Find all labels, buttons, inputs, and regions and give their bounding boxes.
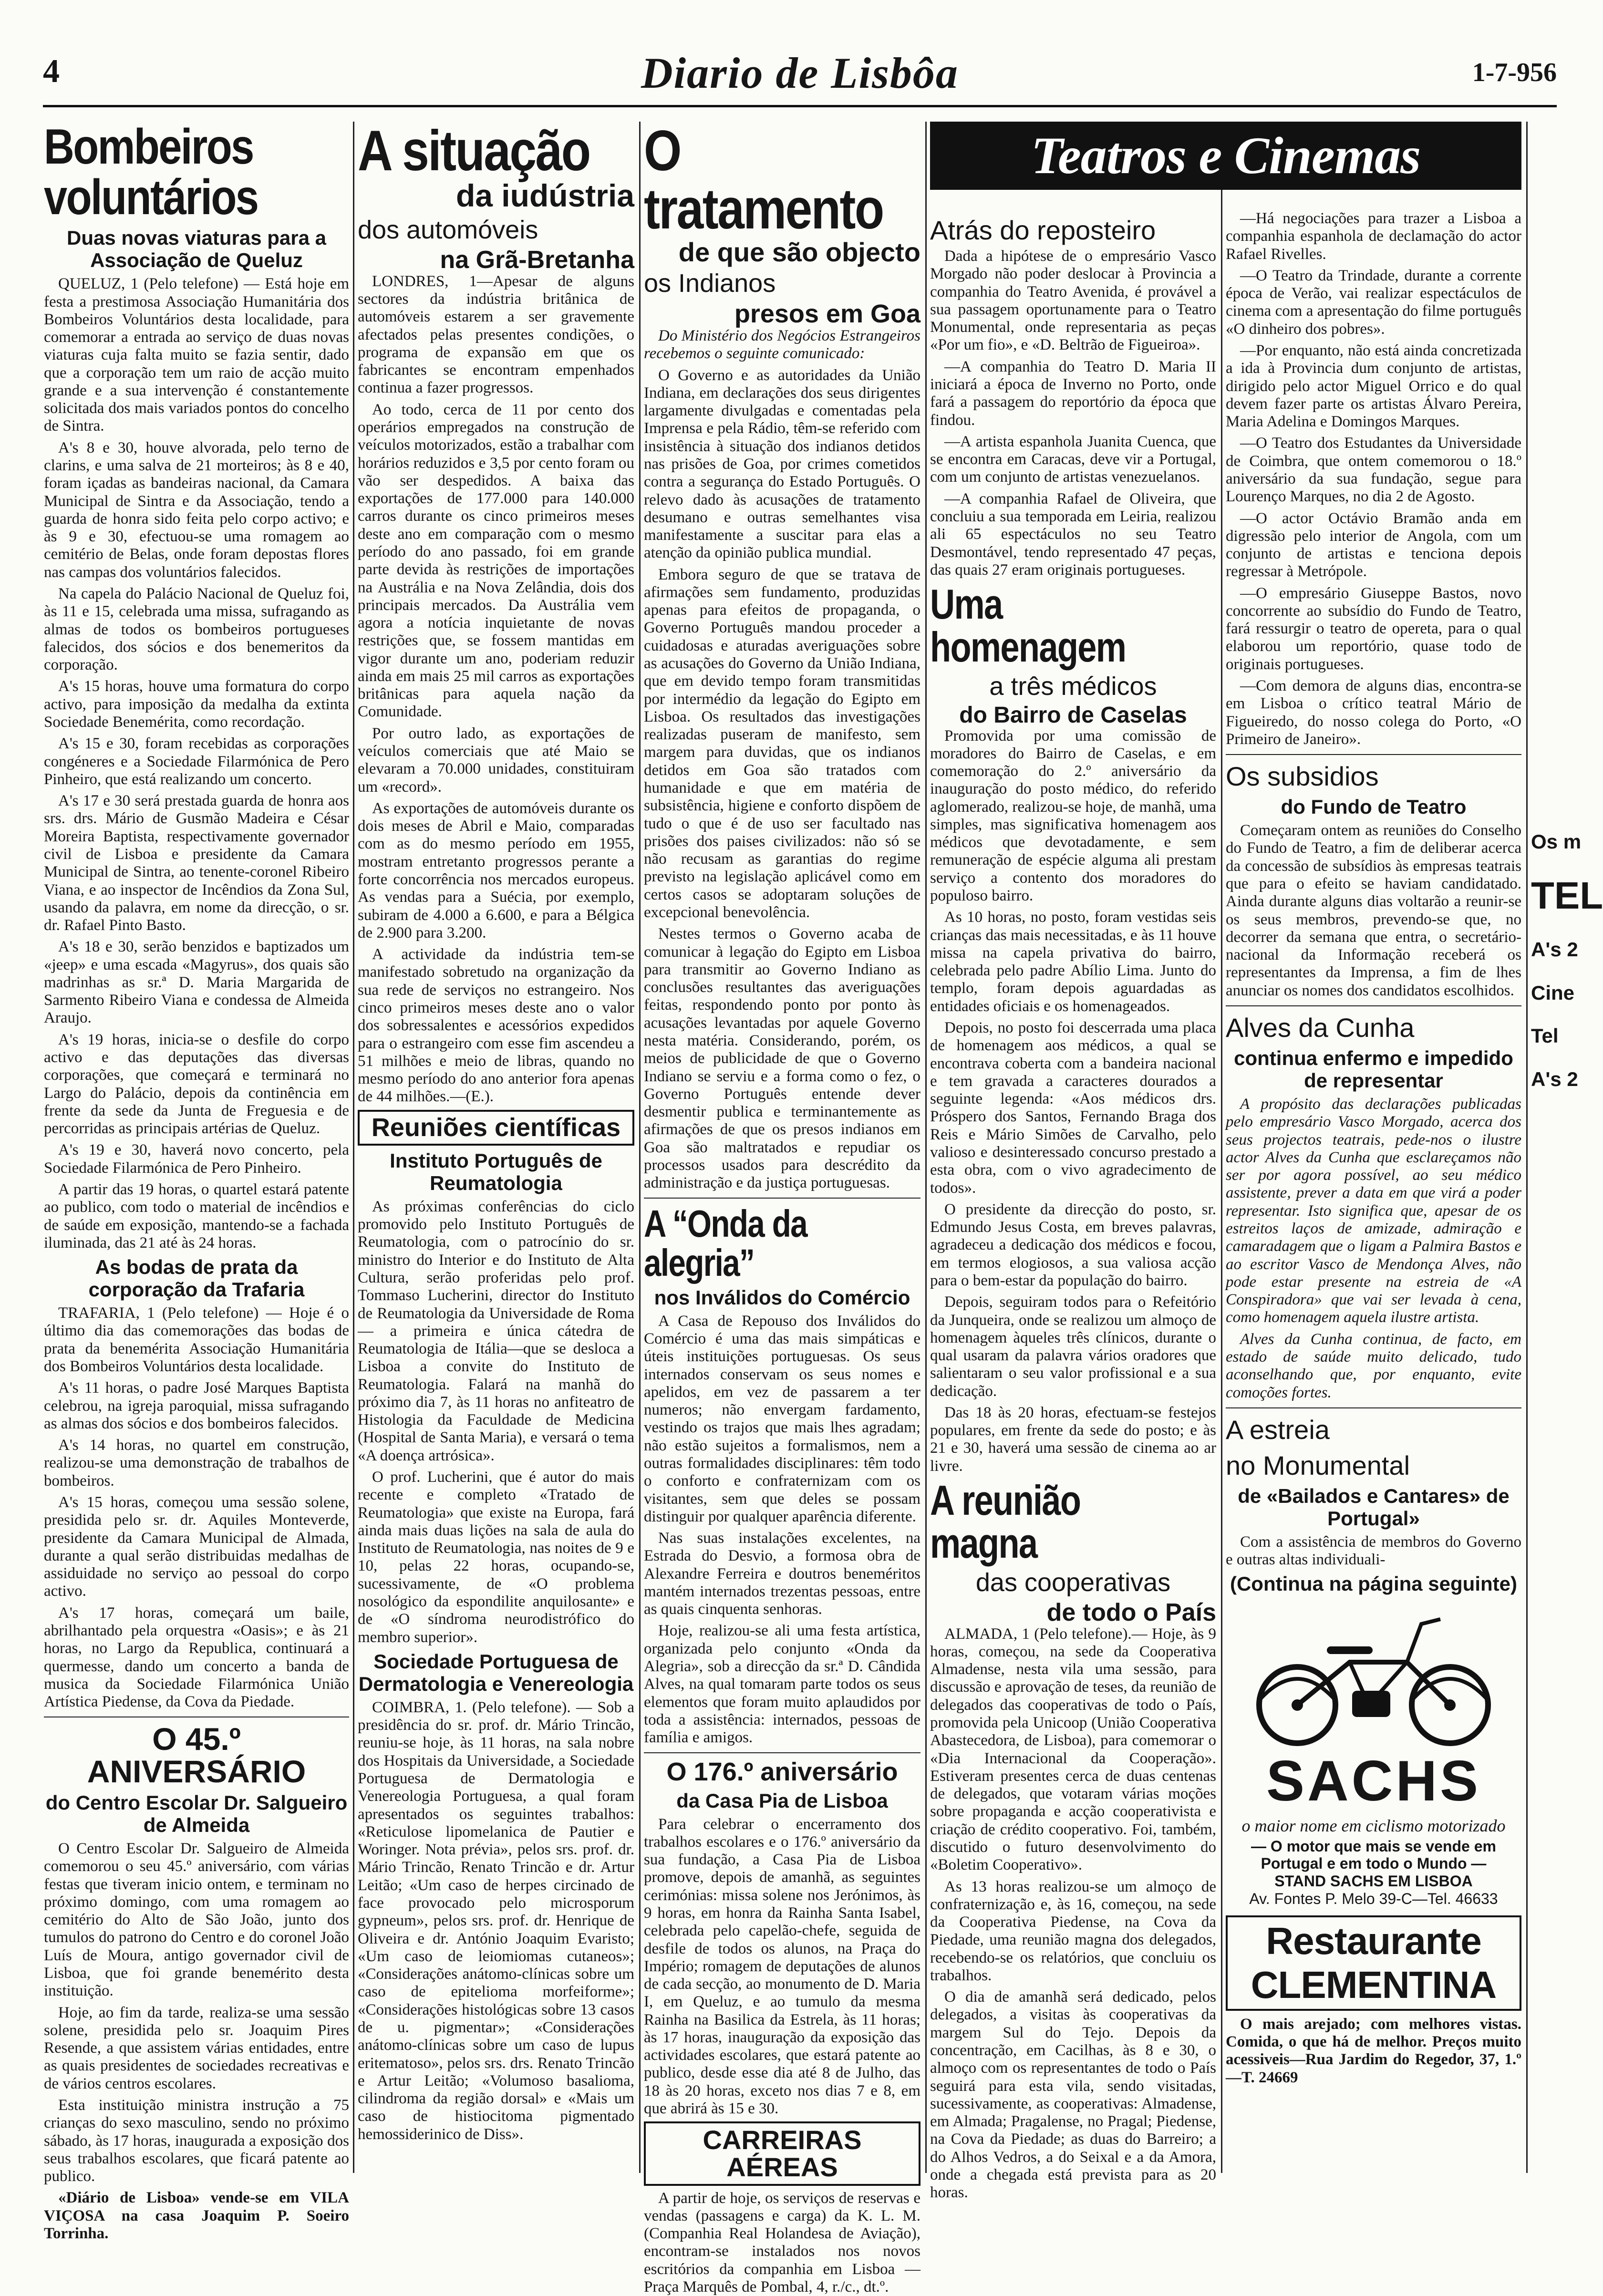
article-paragraph: As 10 horas, no posto, foram vestidas seis crianças das mais necessitadas, e às 11 houve missa na capela privativa do bairro, celebrada pelo padre Abílio Lima. Junto do templo, foram depois aguardadas as entidades oficiais e os homenageados. [930,909,1216,1015]
article-paragraph: —O actor Octávio Bramão anda em digressão pelo interior de Angola, com um conjunto de artistas e tenciona depois regressar à Metrópole. [1226,509,1521,580]
headline-alves-cunha: Alves da Cunha [1226,1013,1415,1043]
article-paragraph: Dada a hipótese de o empresário Vasco Morgado não poder deslocar à Provincia a companhia do Teatro Avenida, é provável a sua passagem oportunamente para o Teatro Monumental, onde representaria as peças «Por um fio», e «D. Beltrão de Figueiroa». [930,248,1216,354]
teatros-cinemas-banner: Teatros e Cinemas [930,122,1521,190]
headline-onda-alegria: A “Onda da alegria” [644,1202,807,1284]
headline-aniversario: O 45.º ANIVERSÁRIO [87,1721,306,1789]
article-paragraph: A's 17 horas, começará um baile, abrilhantado pela orquestra «Oasis»; e às 21 horas, no Largo da Republica, continuará a quermesse, dando um concerto a banda de musica da Sociedade Filarmónica União Artística Piedense, da Cova da Piedade. [44,1604,349,1711]
deck-centro-escolar: do Centro Escolar Dr. Salgueiro de Almeida [45,1791,348,1837]
article-paragraph: A's 19 e 30, haverá novo concerto, pela Sociedade Filarmónica de Pero Pinheiro. [44,1141,349,1177]
column-divider [925,122,927,2173]
headline-subsidios: Os subsidios [1226,761,1379,792]
edge-fragment: Cine [1531,981,1575,1004]
masthead-rule [43,105,1557,107]
deck-invalidos: nos Inválidos do Comércio [654,1286,910,1309]
page-number: 4 [43,53,60,90]
deck-objecto: de que são objecto [678,237,920,267]
adjacent-page-edge [1531,811,1603,2194]
article-paragraph: As próximas conferências do ciclo promovido pelo Instituto Português de Reumatologia, com o patrocínio do sr. ministro do Interior e do Instituto de Alta Cultura, serão proferidas pelo prof. Tommaso Lucherini, director do Instituto de Reumatologia da Universidade de Roma — a primeira e única cátedra de Reumatologia de Itália—que se desloca a Lisboa a convite do Instituto de Reumatologia. Falará na manhã do próximo dia 7, às 11 horas no anfiteatro de Histologia da Faculdade de Medicina (Hospital de Santa Maria), e versará o tema «A doença artrósica». [358,1198,634,1464]
headline-monumental: no Monumental [1226,1450,1410,1480]
headline-bombeiros: Bombeiros voluntários [44,119,258,226]
article-paragraph: Hoje, realizou-se ali uma festa artística, organizada pelo conjunto «Onda da Alegria», sob a direcção da sr.ª D. Cândida Alves, na qual tomaram parte todos os seus elementos que foram muito aplaudidos por toda a assistência: internados, pessoas de família e amigos. [644,1622,920,1747]
box-carreiras [644,2121,920,2185]
article-paragraph: A Casa de Repouso dos Inválidos do Comércio é uma das mais simpáticas e úteis instituições portuguesas. Os seus internados conservam os seus nomes e apelidos, em vez de passarem a ter numeros; não envergam fardamento, vestindo os trajos que mais lhes agradam; não estão sujeitos a formalismos, nem a outras formalidades disciplinares: têm todo o conforto e confraternizam com os visitantes, sem que deles se possam distinguir por qualquer aparência diferente. [644,1312,920,1525]
deck-fundo-teatro: do Fundo de Teatro [1281,796,1467,818]
article-paragraph: Esta instituição ministra instrução a 75 crianças do sexo masculino, sendo no próximo sábado, às 17 horas, inaugurada a exposição dos seus trabalhos escolares, que ficará patente ao publico. [44,2097,349,2185]
column-1 [44,119,349,2242]
sachs-slogan: o maior nome em ciclismo motorizado [1241,1816,1506,1835]
article-paragraph: Embora seguro de que se tratava de afirmações sem fundamento, produzidas apenas para efeitos de propaganda, o Governo Português mandou proceder a cuidadosas e aturadas averiguações sobre as acusações do Governo da União Indiana, que em devido tempo foram transmitidas por intermédio da legação do Egipto em Lisboa. Os resultados das investigações realizadas puseram de manifesto, sem margem para duvidas, que os indianos detidos em Goa são tratados com humanidade e que em matéria de subsistência, higiene e conforto dispõem de tudo o que é de uso ser facultado nas prisões dos paises civilizados: não só se não recusam as garantias do regime previsto na legislação aplicável como em certos casos se adoptaram soluções de excepcional benevolência. [644,566,920,921]
column-divider [1221,122,1222,2173]
separator [1226,1407,1521,1408]
article-paragraph: ALMADA, 1 (Pelo telefone).— Hoje, às 9 horas, começou, na sede da Cooperativa Almadense, nesta vila uma sessão, para discussão e aprovação de teses, da reunião de delegados das cooperativas de todo o País, promovida pela Unicoop (União Cooperativa Abastecedora, de Lisboa), para comemorar o «Dia Internacional da Cooperação». Estiveram presentes cerca de duas centenas de delegados, que votaram várias moções sobre propaganda e acção cooperativista e criação de crédito cooperativo. Foi, também, discutido o futuro desenvolvimento do «Boletim Cooperativo». [930,1625,1216,1874]
article-paragraph: A's 18 e 30, serão benzidos e baptizados um «jeep» e uma escada «Magyrus», dos quais são madrinhas as sr.ª D. Maria Margarida de Sarmento Ribeiro Viana e condessa de Almeida Araujo. [44,938,349,1027]
article-paragraph: —A companhia Rafael de Oliveira, que concluiu a sua temporada em Leiria, realizou ali 65 espectáculos no seu Teatro Desmontável, tendo representado 47 peças, das quais 27 eram originais portugueses. [930,490,1216,579]
motorcycle-illustration [1250,1605,1498,1748]
deck-caselas: do Bairro de Caselas [959,702,1187,728]
article-paragraph: A's 14 horas, no quartel em construção, realizou-se uma demonstração de trabalhos de bombeiros. [44,1437,349,1489]
edge-fragment: Os m [1531,830,1582,853]
headline-homenagem: Uma homenagem [930,580,1126,671]
article-paragraph: Hoje, ao fim da tarde, realiza-se uma sessão solene, presidida pelo sr. Joaquim Pires Resende, a que assistem várias entidades, entre as quais presidentes de sociedades recreativas e de vários centros escolares. [44,2004,349,2092]
deck-enfermo: continua enfermo e impedido de representar [1234,1047,1513,1092]
article-paragraph: O prof. Lucherini, que é autor do mais recente e completo «Tratado de Reumatologia» que existe na Europa, fará ainda mais duas lições na sala de aula do Instituto de Reumatologia, nas noites de 9 e 10, pelas 22 horas, ocupando-se, sucessivamente, de «O problema nosológico da espondilite anquilosante» e de «O síndroma neurodistrófico do membro superior». [358,1469,634,1646]
headline-reuniao-magna: A reunião magna [930,1477,1081,1567]
article-paragraph: O Centro Escolar Dr. Salgueiro de Almeida comemorou o seu 45.º aniversário, com várias festas que tiveram inicio ontem, e terminam no próximo domingo, com uma romagem ao cemitério do Alto de São João, junto dos tumulos do patrono do Centro e do coronel João Luís de Moura, antigo governador civil de Lisboa, que foi grande benemérito desta instituição. [44,1840,349,2000]
continuation-note: (Continua na página seguinte) [1230,1572,1517,1595]
deck-trafaria: As bodas de prata da corporação da Trafaria [88,1256,305,1301]
article-paragraph: QUELUZ, 1 (Pelo telefone) — Está hoje em festa a prestimosa Associação Humanitária dos Bombeiros Voluntários desta localidade, para comemorar a entrada ao serviço de duas novas viaturas cuja falta muito se fazia sentir, dado que a corporação tem um raio de acção muito grande e a sua intervenção é constantemente solicitada dos mais variados pontos do concelho de Sintra. [44,275,349,435]
article-paragraph: A's 17 e 30 será prestada guarda de honra aos srs. drs. Mário de Gusmão Madeira e César Moreira Baptista, respectivamente governador civil de Lisboa e presidente da Camara Municipal de Sintra, ao tenente-coronel Ribeiro Viana, e ao inspector de Incêndios da Zona Sul, usando da palavra, em nome da direcção, o sr. dr. Rafael Pinto Basto. [44,792,349,934]
article-paragraph: A's 8 e 30, houve alvorada, pelo terno de clarins, e uma salva de 21 morteiros; às 8 e 40, foram içadas as bandeiras nacional, da Camara Municipal de Sintra e da Associação, tendo a guarda de honra sido feita pelo corpo activo; e às 9 e 30, efectuou-se uma romagem ao cemitério de Belas, onde foram depostas flores nas campas dos voluntários falecidos. [44,439,349,581]
article-paragraph: —O empresário Giuseppe Bastos, novo concorrente ao subsídio do Fundo de Teatro, fará ressurgir o teatro de opereta, para o qual elaborou um reportório, quase todo de originais portugueses. [1226,584,1521,673]
article-paragraph: —Com demora de alguns dias, encontra-se em Lisboa o crítico teatral Mário de Figueiredo, do nosso colega do Porto, «O Primeiro de Janeiro». [1226,677,1521,748]
article-paragraph: A partir de hoje, os serviços de reservas e vendas (passagens e carga) da K. L. M. (Companhia Real Holandesa de Aviação), encontram-se instalados nos novos escritórios da companhia em Lisboa — Praça Marquês de Pombal, 4, r./c., dt.º. [644,2189,920,2296]
article-paragraph: COIMBRA, 1. (Pelo telefone). — Sob a presidência do sr. prof. dr. Mário Trincão, reuniu-se hoje, às 11 horas, na sala nobre dos Hospitais da Universidade, a Sociedade Portuguesa de Dermatologia e Venereologia Portuguesa, a qual foram apresentados os seguintes trabalhos: «Reticulose lipomelanica de Pautier e Woringer. Nota prévia», pelos srs. prof. dr. Mário Trincão, Renato Trincão e dr. Artur Leitão; «Um caso de herpes circinado de face provocado pelo microsporum gypneum», pelos srs. prof. dr. Henrique de Oliveira e dr. António Joaquim Evaristo; «Um caso de leiomiomas cutaneos»; «Considerações anátomo-clínicas sobre um caso de epitelioma morfeiforme»; «Considerações histológicas sobre 13 casos de u. pigmentar»; «Considerações anátomo-clínicas sobre um caso de lupus eritematoso», pelos srs. drs. Renato Trincão e Artur Leitão; «Volumoso basalioma, cilindroma da região dorsal» e «Mais um caso de histiocitoma pigmentado hemossiderinico de Diss». [358,1698,634,2143]
deck-gra-bretanha: na Grã-Bretanha [440,246,634,274]
article-paragraph: Depois, no posto foi descerrada uma placa de homenagem aos médicos, a qual se encontrava coberta com a bandeira nacional e tem gravada a caracteres dourados a seguinte legenda: «Aos médicos drs. Próspero dos Santos, Fernando Braga dos Reis e Mário Simões de Carvalho, pelo valioso e desinteressado concurso prestado a esta obra, com o vivo agradecimento de todos». [930,1019,1216,1197]
article-paragraph: Ao todo, cerca de 11 por cento dos operários empregados na construção de veículos motorizados, estão a trabalhar com horários reduzidos e 3,5 por cento foram ou vão ser despedidos. A baixa das exportações de 177.000 para 140.000 carros durante os cinco primeiros meses deste ano em comparação com o mesmo período do ano passado, foi em grande parte devida às restrições de importações na Austrália e na Nova Zelândia, dois dos principais mercados. Da Austrália vem agora a notícia inquietante de novas restrições que, se fossem mantidas em vigor durante um ano, poderiam reduzir ainda em mais 25 mil carros as exportações britânicas para aquela nação da Comunidade. [358,401,634,721]
deck-reumatologia: Instituto Português de Reumatologia [390,1149,602,1194]
deck-goa: presos em Goa [734,299,920,328]
article-paragraph: O dia de amanhã será dedicado, pelos delegados, a visitas às cooperativas da margem Sul do Tejo. Depois da concentração, em Cacilhas, às 8 e 30, o almoço com os representantes de todo o País seguirá para esta vila, sendo visitadas, sucessivamente, as cooperativas: Almadense, em Almada; Pragalense, no Pragal; Piedense, na Cova da Piedade; as duas do Barreiro; a do Alhos Vedros, a do Seixal e a da Amora, onde a chegada está prevista para as 20 horas. [930,1988,1216,2202]
article-paragraph: —A artista espanhola Juanita Cuenca, que se encontra em Caracas, deve vir a Portugal, com um conjunto de artistas venezuelanos. [930,433,1216,486]
edge-fragment: TEL [1531,874,1603,917]
article-paragraph: TRAFARIA, 1 (Pelo telefone) — Hoje é o último dia das comemorações das bodas de prata da benemérita Associação Humanitária dos Bombeiros Voluntários desta localidade. [44,1304,349,1376]
restaurant-clementina-text: O mais arejado; com melhores vistas. Comida, o que há de melhor. Preços muito acessiveis—Rua Jardim do Regedor, 37, 1.º—T. 24669 [1226,2015,1521,2086]
article-paragraph: A's 15 horas, houve uma formatura do corpo activo, para imposição da medalha da extinta Sociedade Benemérita, como recordação. [44,678,349,731]
edge-fragment: A's 2 [1531,1067,1578,1090]
deck-cooperativas: das cooperativas [975,1568,1171,1597]
sachs-line: — O motor que mais se vende em Portugal e em todo o Mundo — [1251,1837,1496,1872]
column-divider [353,122,354,2173]
article-paragraph: A's 19 horas, inicia-se o desfile do corpo activo e das deputações das diversas corporações, que começará e terminará no Largo do Palácio, depois da continência em frente da sede da Junta de Freguesia e de percorridas as principais artérias de Queluz. [44,1031,349,1138]
section-banner [930,122,1521,193]
headline-estreia: A estreia [1226,1414,1330,1445]
column-3 [644,119,920,2296]
deck-automoveis: dos automóveis [358,215,538,244]
deck-tres-medicos: a três médicos [989,672,1157,701]
article-paragraph: As exportações de automóveis durante os dois meses de Abril e Maio, comparadas com as do mesmo período em 1955, mostram entretanto progressos perante a forte concorrência nos mercados europeus. As vendas para a Suécia, por exemplo, subiram de 4.000 a 6.600, e para a Bélgica de 2.900 para 3.200. [358,799,634,941]
article-paragraph: Depois, seguiram todos para o Refeitório da Junqueira, onde se realizou um almoço de homenagem àqueles três clínicos, durante o qual usaram da palavra vários oradores que salientaram o seu valor profissional e a sua dedicação. [930,1293,1216,1400]
separator [644,1752,920,1753]
sachs-address: Av. Fontes P. Melo 39-C—Tel. 46633 [1249,1890,1498,1907]
article-paragraph: A's 15 e 30, foram recebidas as corporações congéneres e a Sociedade Filarmónica de Pero Pinheiro, que está realizando um concerto. [44,735,349,788]
deck-dermatologia: Sociedade Portuguesa de Dermatologia e Venereologia [358,1650,634,1695]
deck-casa-pia: da Casa Pia de Lisboa [676,1789,888,1812]
headline-carreiras-aereas: CARREIRAS AÉREAS [703,2125,862,2182]
deck-bailados: de «Bailados e Cantares» de Portugal» [1238,1484,1510,1530]
article-paragraph: —Há negociações para trazer a Lisboa a companhia espanhola de declamação do actor Rafael Rivelles. [1226,210,1521,263]
restaurant-clementina-title: Restaurante CLEMENTINA [1226,1915,1521,2011]
deck-bombeiros: Duas novas viaturas para a Associação de Queluz [67,227,326,272]
column-2 [358,119,634,2149]
article-paragraph: A's 11 horas, o padre José Marques Baptista celebrou, na igreja paroquial, missa sufragando as almas dos sócios e dos bombeiros falecidos. [44,1379,349,1432]
article-paragraph: Das 18 às 20 horas, efectuam-se festejos populares, em frente da sede do posto; e às 21 e 30, haverá uma sessão de cinema ao ar livre. [930,1404,1216,1475]
article-paragraph: Nestes termos o Governo acaba de comunicar à legação do Egipto em Lisboa para transmitir ao Governo Indiano as conclusões resultantes das averiguações feitas, respondendo ponto por ponto às acusações levantadas por aquele Governo nesta matéria. Considerando, porém, os meios de publicidade de que o Governo Indiano se serviu e a forma como o fez, o Governo Português entende dever desmentir publica e terminantemente as afirmações de que os presos indianos em Goa são maltratados e repudiar os processos usados para descrédito da administração e da justiça portuguesas. [644,925,920,1192]
sales-notice: «Diário de Lisboa» vende-se em VILA VIÇOSA na casa Joaquim P. Soeiro Torrinha. [44,2189,349,2242]
column-4 [930,210,1216,2202]
box-reunioes [358,1110,634,1146]
article-lede: Do Ministério dos Negócios Estrangeiros recebemos o seguinte comunicado: [644,327,920,362]
article-paragraph: O presidente da direcção do posto, sr. Edmundo Jesus Costa, em breves palavras, agradeceu a dedicação dos médicos e focou, em termos elogiosos, a sua valiosa acção para o bem-estar da população do bairro. [930,1200,1216,1289]
deck-todo-pais: de todo o País [1046,1598,1216,1626]
article-paragraph: Com a assistência de membros do Governo e outras altas individuali- [1226,1533,1521,1569]
article-paragraph: As 13 horas realizou-se um almoço de confraternização e, às 16, começou, na sede da Cooperativa Piedense, na Cova da Piedade, uma reunião magna dos delegados, recebendo-se os relatórios, que concluiu os trabalhos. [930,1878,1216,1984]
article-paragraph: Para celebrar o encerramento dos trabalhos escolares e o 176.º aniversário da sua fundação, a Casa Pia de Lisboa promove, depois de amanhã, as seguintes cerimónias: missa solene nos Jerónimos, às 9 horas, em honra da Rainha Santa Isabel, celebrada pelo capelão-chefe, seguida de desfile de todos os alunos, na Praça do Império; romagem de deputações de alunos de cada secção, ao monumento de D. Maria I, em Queluz, e ao tumulo da mesma Rainha na Basilica da Estrela, às 11 horas; às 17 horas, inauguração da exposição das actividades escolares, que estará patente ao publico, desde esse dia até 8 de Julho, das 18 às 20 horas, exceto nos dias 7 e 8, em que abrirá às 15 e 30. [644,1815,920,2118]
deck-industria: da iudústria [455,178,634,214]
headline-casa-pia: O 176.º aniversário [666,1758,898,1787]
issue-date: 1-7-956 [1472,58,1557,87]
edge-fragment: Tel [1531,1024,1559,1047]
separator [1226,754,1521,755]
article-paragraph: Alves da Cunha continua, de facto, em estado de saúde muito delicado, tudo aconselhando que, por enquanto, evite comoções fortes. [1226,1330,1521,1401]
column-5 [1226,210,1521,2189]
article-paragraph: —O Teatro da Trindade, durante a corrente época de Verão, vai realizar espectáculos de cinema com a apresentação do filme português «O dinheiro dos pobres». [1226,267,1521,338]
article-paragraph: A partir das 19 horas, o quartel estará patente ao publico, com todo o material de incêndios e de saúde em exposição, mantendo-se a fachada iluminada, das 21 até às 24 horas. [44,1181,349,1251]
separator [1226,1005,1521,1006]
sachs-stand: STAND SACHS EM LISBOA [1274,1872,1473,1890]
edge-fragment: A's 2 [1531,938,1578,961]
deck-indianos: os Indianos [644,269,776,298]
article-paragraph: O Governo e as autoridades da União Indiana, em declarações dos seus dirigentes largamente divulgadas e comentadas pela Imprensa e pela Rádio, têm-se referido com insistência à situação dos indianos detidos nas prisões de Goa, por crimes cometidos contra a segurança do Estado Português. O relevo dado às acusações de tratamento desumano e outras semelhantes visa manifestamente a suscitar para elas a atenção da opinião publica mundial. [644,366,920,562]
article-paragraph: A actividade da indústria tem-se manifestado sobretudo na organização da sua rede de serviços no estrangeiro. Nos cinco primeiros meses deste ano o valor dos sobressalentes e acessórios expedidos para o estrangeiro com esse fim ascendeu a 51 milhões e meio de libras, quando no mesmo período do ano anterior fora apenas de 44 milhões.—(E.). [358,946,634,1106]
article-paragraph: Promovida por uma comissão de moradores do Bairro de Caselas, e em comemoração do 2.º aniversário da inauguração do posto médico, do referido aglomerado, realizou-se hoje, de manhã, uma simples, mas significativa homenagem aos médicos que devotadamente, e sem remuneração de espécie alguma ali prestam serviço a contento dos moradores do populoso bairro. [930,727,1216,905]
headline-situacao: A situação [358,119,590,183]
article-paragraph: Começaram ontem as reuniões do Conselho do Fundo de Teatro, a fim de deliberar acerca da concessão de subsídios às empresas teatrais que para o efeito se haviam candidatado. Ainda durante alguns dias voltarão a reunir-se os seus membros, prevendo-se que, no decorrer da semana que entra, o secretário-nacional da Informação receberá os representantes da Imprensa, a fim de lhes anunciar os nomes dos candidatos escolhidos. [1226,822,1521,999]
column-divider [639,122,641,2173]
article-paragraph: Na capela do Palácio Nacional de Queluz foi, às 11 e 15, celebrada uma missa, sufragando as almas de todos os bombeiros portugueses falecidos, dos sócios e dos benemeritos da corporação. [44,585,349,674]
article-paragraph: LONDRES, 1—Apesar de alguns sectores da indústria britânica de automóveis estarem a ser gravemente afectados pelas presentes condições, o programa de expansão em que os fabricantes se encontram empenhados continua a fazer progressos. [358,272,634,397]
newspaper-title: Diario de Lisbôa [641,49,959,97]
separator [644,1198,920,1199]
article-paragraph: —Por enquanto, não está ainda concretizada a ida à Provincia dum conjunto de artistas, dirigido pelo actor Miguel Orrico e do qual devem fazer parte os artistas Álvaro Pereira, Maria Adelina e Domingos Marques. [1226,341,1521,431]
sachs-brand: SACHS [1266,1748,1481,1813]
article-paragraph: —A companhia do Teatro D. Maria II iniciará a época de Inverno no Porto, onde fará a passagem do reportório da época que findou. [930,358,1216,429]
article-paragraph: —O Teatro dos Estudantes da Universidade de Coimbra, que ontem comemorou o 18.º aniversário da sua fundação, segue para Lourenço Marques, no dia 2 de Agosto. [1226,434,1521,506]
article-paragraph: A's 15 horas, começou uma sessão solene, presidida pelo sr. dr. Aquiles Monteverde, presidente da Camara Municipal de Almada, durante a qual serão distribuidas medalhas de assiduidade no serviço ao pessoal do corpo activo. [44,1494,349,1600]
masthead [43,48,1557,100]
article-paragraph: Nas suas instalações excelentes, na Estrada do Desvio, a formosa obra de Alexandre Ferreira e doutros beneméritos mantém internados trezentas pessoas, entre as quais cinquenta senhoras. [644,1530,920,1618]
headline-reposteiro: Atrás do reposteiro [930,215,1156,245]
article-paragraph: Por outro lado, as exportações de veículos comerciais que até Maio se elevaram a 70.000 unidades, constituiram um «record». [358,724,634,796]
sachs-advertisement [1226,1605,1521,1908]
article-paragraph: A propósito das declarações publicadas pelo empresário Vasco Morgado, acerca dos seus projectos teatrais, pede-nos o ilustre actor Alves da Cunha que esclareçamos não ser por agora possível, ao seu médico assistente, prever a data em que virá a poder representar. Isto significa que, apesar de os estreitos laços de amizade, admiração e camaradagem que o ligam a Palmira Bastos e ao escritor Vasco de Mendonça Alves, não pode estar presente na estreia de «A Conspiradora» que vai ser levada à cena, como homenagem aquela ilustre artista. [1226,1096,1521,1326]
column-divider [1526,122,1528,2173]
headline-reunioes: Reuniões científicas [371,1113,621,1142]
headline-tratamento: O tratamento [644,119,883,241]
